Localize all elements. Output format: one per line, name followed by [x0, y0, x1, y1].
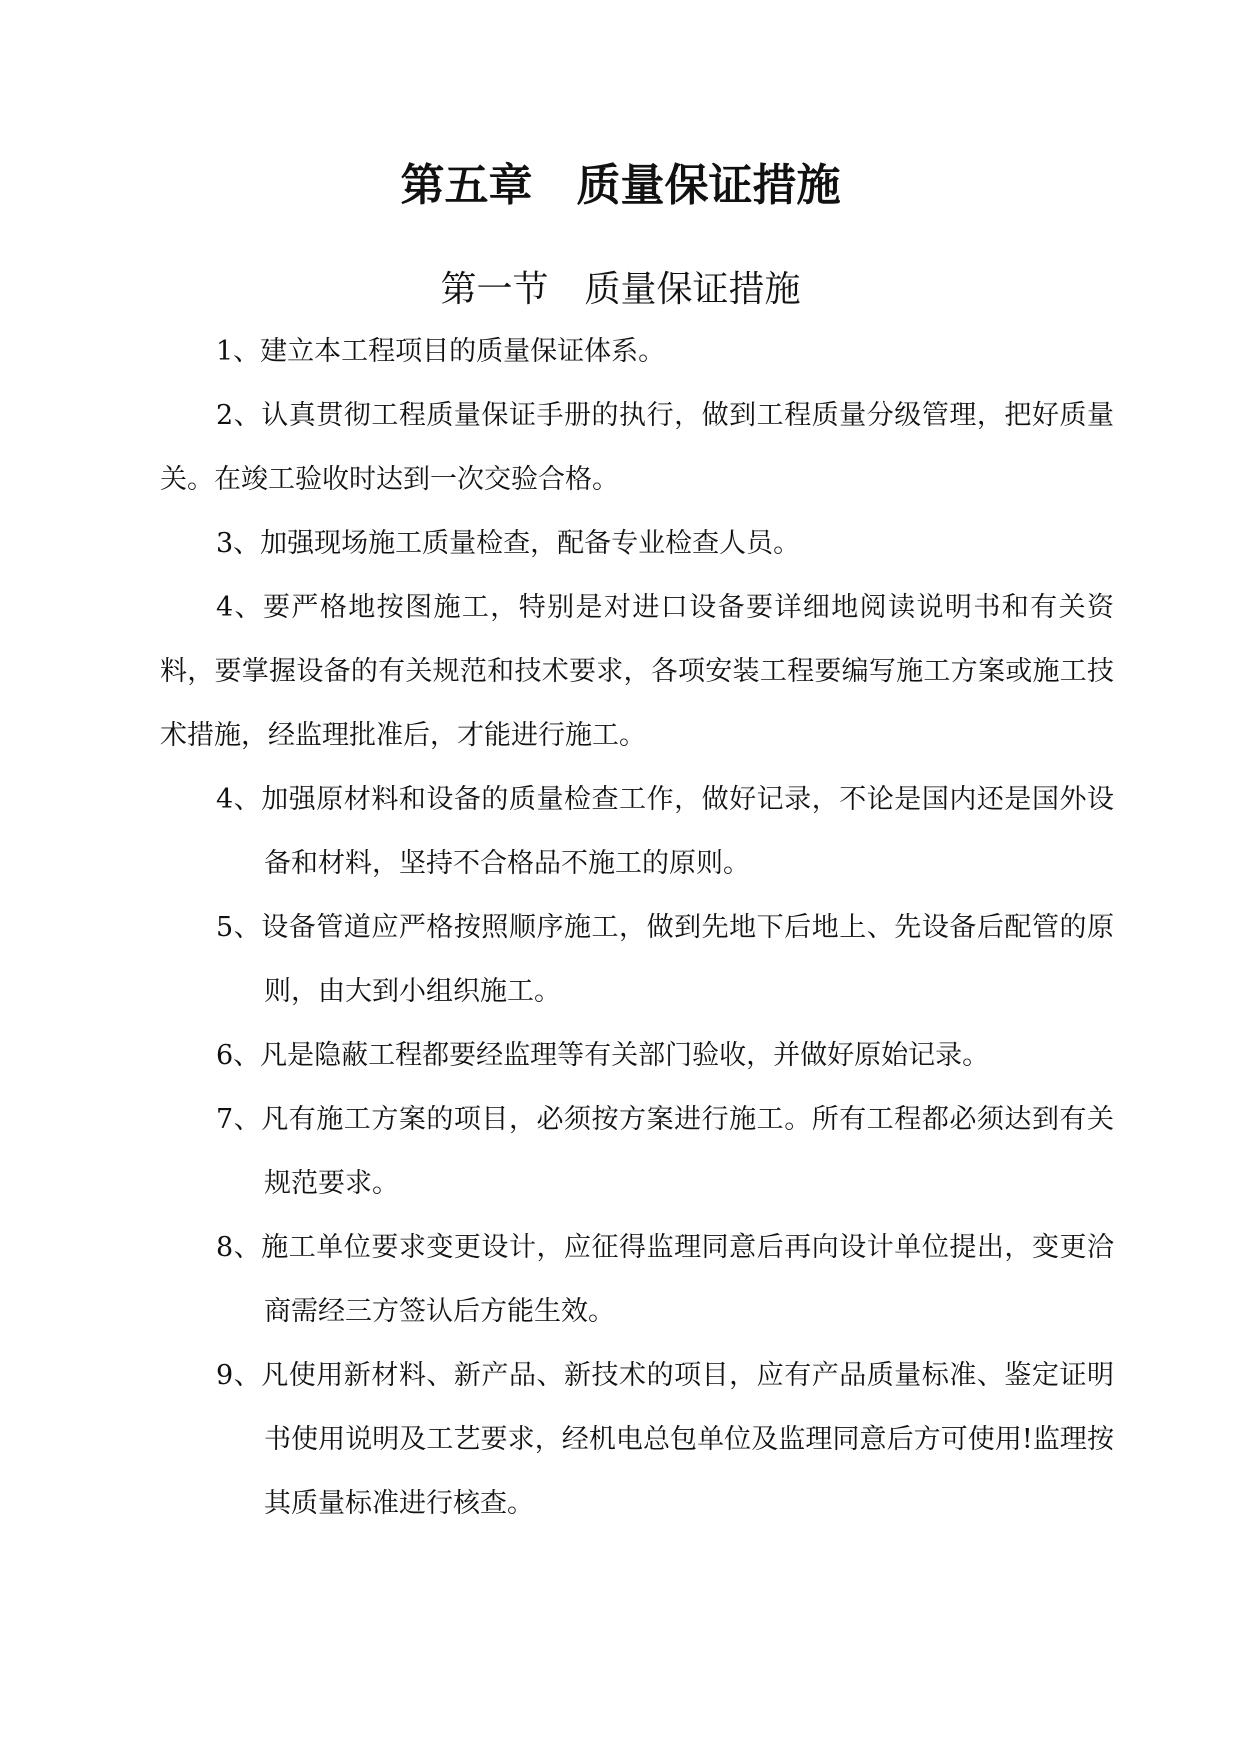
section-title: 第一节 质量保证措施	[440, 269, 801, 310]
list-item-9: 9、凡使用新材料、新产品、新技术的项目，应有产品质量标准、鉴定证明书使用说明及工艺要求，经机电总包单位及监理同意后方可使用!监理按其质量标准进行核查。	[216, 1360, 1114, 1519]
list-item-5: 5、设备管道应严格按照顺序施工，做到先地下后地上、先设备后配管的原则，由大到小组织施工。	[216, 912, 1114, 1007]
paragraph-2: 2、认真贯彻工程质量保证手册的执行，做到工程质量分级管理，把好质量关。在竣工验收时达到一次交验合格。	[160, 400, 1114, 495]
list-item-7: 7、凡有施工方案的项目，必须按方案进行施工。所有工程都必须达到有关规范要求。	[216, 1104, 1114, 1199]
list-item-8: 8、施工单位要求变更设计，应征得监理同意后再向设计单位提出，变更洽商需经三方签认后方能生效。	[216, 1232, 1114, 1327]
document-body	[160, 320, 1114, 1536]
paragraph-3: 3、加强现场施工质量检查，配备专业检查人员。	[216, 528, 801, 559]
paragraph-1: 1、建立本工程项目的质量保证体系。	[216, 336, 666, 367]
paragraph-4: 4、要严格地按图施工，特别是对进口设备要详细地阅读说明书和有关资料，要掌握设备的有关规范和技术要求，各项安装工程要编写施工方案或施工技术措施，经监理批准后，才能进行施工。	[160, 592, 1114, 751]
list-item-4: 4、加强原材料和设备的质量检查工作，做好记录，不论是国内还是国外设备和材料，坚持不合格品不施工的原则。	[216, 784, 1114, 879]
chapter-title: 第五章 质量保证措施	[400, 160, 841, 211]
list-item-6: 6、凡是隐蔽工程都要经监理等有关部门验收，并做好原始记录。	[216, 1040, 990, 1071]
